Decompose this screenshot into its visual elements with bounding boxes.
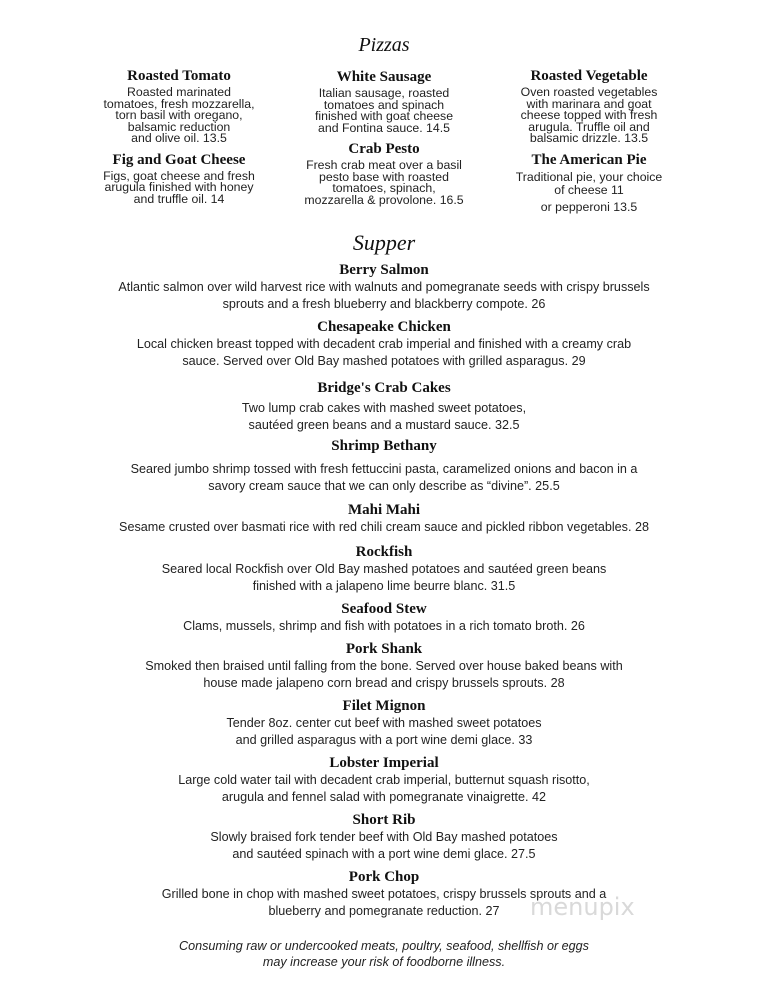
pizza-description: Traditional pie, your choice of cheese 11 or pepperoni 13.5 (515, 169, 663, 214)
menu-item (60, 501, 708, 536)
pizza-item (499, 151, 679, 214)
pizza-column-center (294, 68, 474, 206)
dish-description: Local chicken breast topped with decadent crab imperial and finished with a creamy crab sauce. Served over Old Bay mashed potatoes with grilled asparagus. 29 (136, 337, 632, 368)
menu-item (60, 437, 708, 495)
pizza-column-right (499, 67, 679, 214)
dish-description: Two lump crab cakes with mashed sweet potatoes, sautéed green beans and a mustard sauce. 32.5 (241, 401, 527, 432)
pizza-description: Figs, goat cheese and fresh arugula finished with honey and truffle oil. 14 (103, 168, 255, 206)
dish-description: Slowly braised fork tender beef with Old Bay mashed potatoes and sautéed spinach with a port wine demi glace. 27.5 (210, 830, 558, 861)
supper-list (60, 261, 708, 920)
dish-description: Clams, mussels, shrimp and fish with potatoes in a rich tomato broth. 26 (183, 619, 585, 633)
menu-item (60, 261, 708, 313)
dish-name: Short Rib (352, 812, 416, 828)
dish-name: Pork Shank (345, 641, 423, 657)
pizza-column-left (89, 67, 269, 205)
menu-item (60, 697, 708, 749)
dish-description: Large cold water tail with decadent crab imperial, butternut squash risotto, arugula and fennel salad with pomegranate vinaigrette. 42 (178, 773, 590, 804)
pizza-description: Oven roasted vegetables with marinara and goat cheese topped with fresh arugula. Truffle oil and balsamic drizzle. 13.5 (520, 85, 658, 145)
pizza-item (294, 68, 474, 134)
dish-description: Tender 8oz. center cut beef with mashed sweet potatoes and grilled asparagus with a port wine demi glace. 33 (226, 716, 542, 747)
pizza-item (89, 67, 269, 145)
pizza-item (89, 151, 269, 206)
dish-name: Seafood Stew (341, 601, 427, 617)
dish-description: Atlantic salmon over wild harvest rice with walnuts and pomegranate seeds with crispy brussels sprouts and a fresh blueberry and blackberry compote. 26 (118, 280, 650, 311)
menu-item (60, 379, 708, 434)
pizza-item (499, 67, 679, 145)
pizza-name: Fig and Goat Cheese (112, 151, 246, 168)
pizza-description: Fresh crab meat over a basil pesto base with roasted tomatoes, spinach, mozzarella & provolone. 16.5 (304, 158, 464, 207)
dish-name: Bridge's Crab Cakes (317, 380, 451, 396)
dish-description: Seared local Rockfish over Old Bay mashed potatoes and sautéed green beans finished with a jalapeno lime beurre blanc. 31.5 (161, 562, 607, 593)
watermark-logo: menupix (530, 893, 635, 921)
supper-heading: Supper (352, 230, 416, 255)
menu-item (60, 811, 708, 863)
dish-name: Shrimp Bethany (331, 438, 437, 454)
dish-name: Berry Salmon (339, 262, 429, 278)
pizza-name: Roasted Vegetable (530, 68, 648, 84)
dish-name: Chesapeake Chicken (317, 319, 451, 335)
pizza-item (294, 140, 474, 206)
dish-name: Filet Mignon (342, 698, 426, 714)
dish-name: Rockfish (355, 544, 413, 560)
menu-item (60, 318, 708, 370)
dish-description: Seared jumbo shrimp tossed with fresh fettuccini pasta, caramelized onions and bacon in a savory cream sauce that we can only describe as “divine”. 25.5 (130, 462, 638, 493)
dish-description: Sesame crusted over basmati rice with red chili cream sauce and pickled ribbon vegetables. 28 (119, 520, 649, 534)
menu-item (60, 600, 708, 635)
dish-description: Grilled bone in chop with mashed sweet potatoes, crispy brussels sprouts and a blueberry and pomegranate reduction. 27 (161, 887, 607, 918)
dish-name: Pork Chop (348, 869, 420, 885)
pizzas-heading: Pizzas (358, 34, 410, 56)
pizza-name: White Sausage (336, 69, 432, 85)
food-safety-notice: Consuming raw or undercooked meats, poultry, seafood, shellfish or eggs may increase your risk of foodborne illness. (179, 939, 589, 969)
menu-item (60, 543, 708, 595)
pizza-description: Roasted marinated tomatoes, fresh mozzarella, torn basil with oregano, balsamic reduction and olive oil. 13.5 (103, 85, 255, 145)
menu-item (60, 640, 708, 692)
pizza-name: Crab Pesto (348, 141, 420, 157)
pizza-name: Roasted Tomato (127, 68, 231, 84)
menu-item (60, 754, 708, 806)
dish-name: Lobster Imperial (329, 755, 439, 771)
pizza-name: The American Pie (531, 151, 647, 168)
pizza-description: Italian sausage, roasted tomatoes and spinach finished with goat cheese and Fontina sauce. 14.5 (314, 86, 454, 135)
dish-name: Mahi Mahi (347, 502, 421, 518)
dish-description: Smoked then braised until falling from the bone. Served over house baked beans with house made jalapeno corn bread and crispy brussels sprouts. 28 (145, 659, 623, 690)
